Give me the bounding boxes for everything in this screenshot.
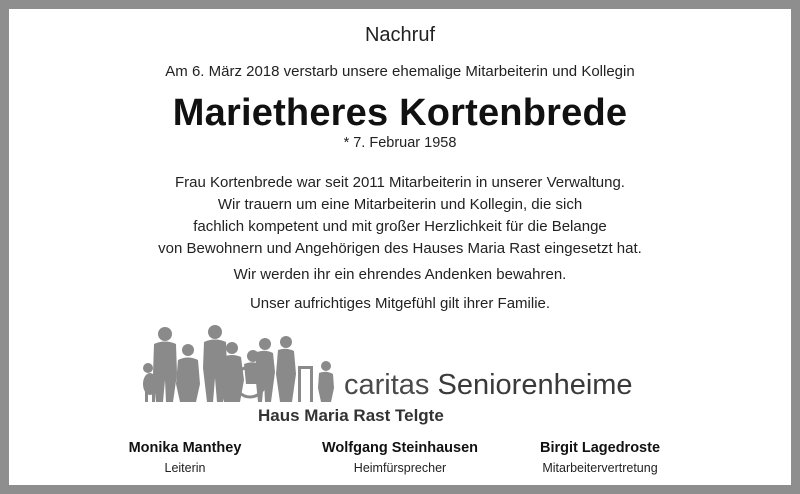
body-line: Wir trauern um eine Mitarbeiterin und Kollegin, die sich (217, 196, 583, 213)
deceased-name: Marietheres Kortenbrede (172, 92, 628, 134)
signatory-name: Monika Manthey (128, 440, 242, 456)
signatory-name: Wolfgang Steinhausen (321, 440, 479, 456)
notice-heading: Nachruf (364, 24, 436, 46)
signatory-role: Leiterin (164, 461, 206, 475)
notice-body (0, 172, 800, 260)
body-line: Frau Kortenbrede war seit 2011 Mitarbeiterin in unserer Verwaltung. (175, 174, 625, 191)
body-line: von Bewohnern und Angehörigen des Hauses Maria Rast eingesetzt hat. (158, 240, 642, 257)
brand-word-seniorenheime: Seniorenheime (437, 369, 633, 401)
birth-date: * 7. Februar 1958 (343, 135, 457, 151)
signatory (105, 440, 265, 475)
people-silhouettes-icon (140, 322, 340, 404)
signatory-role: Heimfürsprecher (353, 461, 447, 475)
signatory-role: Mitarbeitervertretung (542, 461, 658, 475)
body-line: fachlich kompetent und mit großer Herzlichkeit für die Belange (193, 218, 607, 235)
closing-line: Unser aufrichtiges Mitgefühl gilt ihrer Familie. (249, 295, 551, 312)
brand-word-caritas: caritas (344, 369, 430, 401)
signatory-name: Birgit Lagedroste (539, 440, 661, 456)
notice-intro: Am 6. März 2018 verstarb unsere ehemalige Mitarbeiterin und Kollegin (165, 63, 635, 80)
brand-logo (344, 369, 633, 402)
signatory (300, 440, 500, 475)
brand-subline: Haus Maria Rast Telgte (258, 406, 444, 425)
closing-line: Wir werden ihr ein ehrendes Andenken bewahren. (233, 266, 567, 283)
signatory (515, 440, 685, 475)
